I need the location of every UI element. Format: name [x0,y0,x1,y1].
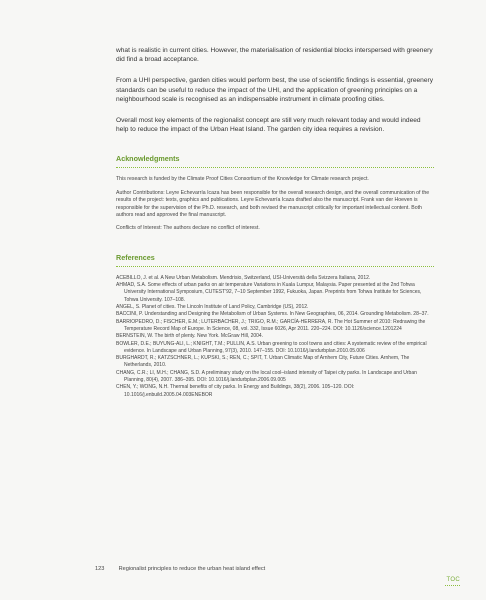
reference-item: ANGEL, S. Planet of cities. The Lincoln Institute of Land Policy, Cambridge (US), 2012. [116,304,309,311]
toc-link[interactable]: TOC [446,577,460,583]
reference-item: BERNSTEIN, W. The birth of plenty. New York. McGraw Hill, 2004. [116,333,264,340]
author-contributions: Author Contributions: Leyre Echevarría Icaza has been responsible for the overall research design, and the overall communication of the results of the project: texts, graphics and publications. Leyre Echevarría Icaza drafted also the manuscript. Frank van der Hoeven is responsible for the supervision of the Ph.D. research, and both revised the manuscript critically for important intellectual content. Both authors read and approved the final manuscript. [116,189,430,219]
conflicts-of-interest: Conflicts of Interest: The authors declare no conflict of interest. [116,225,260,232]
reference-item: BACCINI, P. Understanding and Designing the Metabolism of Urban Systems. In New Geographies, 06, 2014. Grounding Metabolism. 28–37. [116,311,429,318]
body-paragraph: From a UHI perspective, garden cities would perform best, the use of scientific findings is essential, greenery standards can be useful to reduce the impact of the UHI, and the application of greening principles on a neighbourhood scale is recognised as an indispensable instrument in climate proofing cities. [116,77,434,103]
section-divider [116,167,434,168]
section-divider [116,266,434,267]
acknowledgments-heading: Acknowledgments [116,154,180,164]
reference-item: BURGHARDT, R.; KATZSCHNER, L.; KUPSKI, S.; REN, C.; SPIT, T. Urban Climatic Map of Arnhem City, Future Cities. Arnhem, The Netherlands, 2010. [116,355,410,369]
reference-item: CHANG, C.R.; LI, M.H.; CHANG, S.D. A preliminary study on the local cool–island intensity of Taipei city parks. In Landscape and Urban Planning, 80(4), 2007. 386–395. DOI: 10.1016/j.landurbplan.2006.09.005 [116,369,417,384]
page-footer [95,566,265,572]
running-title: Regionalist principles to reduce the urban heat island effect [118,566,266,572]
page-content [116,46,434,399]
toc-underline [445,585,460,586]
reference-item: CHEN, Y.; WONG, N.H. Thermal benefits of city parks. In Energy and Buildings, 38(2), 2006. 105–120. DOI: 10.1016/j.enbuild.2005.04.003ENEBOR [116,384,355,398]
page-number: 123 [95,566,105,572]
reference-item: AHMAD, S.A. Some effects of urban parks on air temperature Variations in Kuala Lumpur, Malaysia. Paper presented at the 2nd Tohwa University International Symposium, CUTEST'92, 7–10 September 1992, Fukuoka, Japan. Preprints from Tohwa Institute for Sciences, Tohwa University. 107–108. [116,282,422,303]
reference-item: BARRIOPEDRO, D.; FISCHER, E.M.; LUTERBACHER, J.; TRIGO, R.M.; GARCÍA-HERRERA, R. The Hot Summer of 2010: Redrawing the Temperature Record Map of Europe. In Science, 08, vol. 332, Issue 6026, Apr 2011. 220–224. DOI: 10.1126/science.1201224 [116,318,426,332]
references-heading: References [116,252,155,262]
reference-item: ACEBILLO, J. et al. A New Urban Metabolism. Mendrisio, Switzerland, USI-Università della Svizzera Italiana, 2012. [116,274,371,281]
reference-item: BOWLER, D.E.; BUYUNG-ALI, L.; KNIGHT, T.M.; PULLIN, A.S. Urban greening to cool towns and cities: A systematic review of the empirical evidence. In Landscape and Urban Planning, 97(3), 2010. 147–155. DOI: 10.1016/j.landurbplan.2010.05.006 [116,340,427,354]
body-paragraph: Overall most key elements of the regionalist concept are still very much relevant today and would indeed help to reduce the impact of the Urban Heat Island. The garden city idea requires a revision. [116,117,421,134]
reference-list [116,275,434,399]
acknowledgment-funding: This research is funded by the Climate Proof Cities Consortium of the Knowledge for Climate research project. [116,176,369,183]
body-paragraph: what is realistic in current cities. However, the materialisation of residential blocks interspersed with greenery did find a broad acceptance. [116,47,433,64]
